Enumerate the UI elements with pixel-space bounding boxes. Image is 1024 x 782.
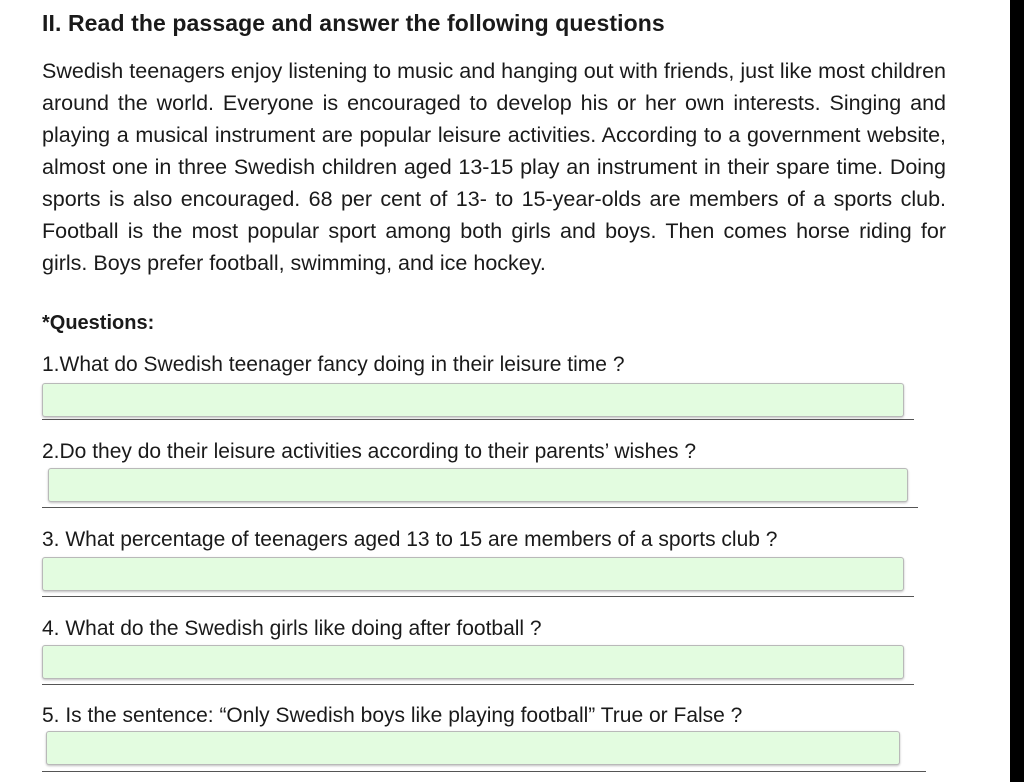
answer-line-5	[42, 771, 926, 772]
answer-line-4	[42, 684, 914, 685]
answer-line-1	[42, 419, 914, 420]
questions-label: *Questions:	[42, 312, 155, 334]
answer-field-4[interactable]	[42, 645, 904, 679]
section-heading: II. Read the passage and answer the following questions	[42, 10, 665, 36]
answer-field-3[interactable]	[42, 557, 904, 591]
question-3: 3. What percentage of teenagers aged 13 to 15 are members of a sports club ?	[42, 528, 778, 551]
reading-passage: Swedish teenagers enjoy listening to music and hanging out with friends, just like most children around the world. Everyone is encouraged to develop his or her own interests. Singing and playing a musical instrument are popular leisure activities. According to a government website, almost one in three Swedish children aged 13-15 play an instrument in their spare time. Doing sports is also encouraged. 68 per cent of 13- to 15-year-olds are members of a sports club. Football is the most popular sport among both girls and boys. Then comes horse riding for girls. Boys prefer football, swimming, and ice hockey.	[42, 59, 946, 275]
question-5: 5. Is the sentence: “Only Swedish boys like playing football” True or False ?	[42, 704, 743, 727]
answer-field-5[interactable]	[46, 731, 900, 765]
question-1: 1.What do Swedish teenager fancy doing in their leisure time ?	[42, 353, 625, 376]
answer-line-3	[42, 596, 914, 597]
question-4: 4. What do the Swedish girls like doing after football ?	[42, 617, 542, 640]
answer-field-1[interactable]	[42, 383, 904, 417]
answer-line-2	[42, 507, 918, 508]
question-2: 2.Do they do their leisure activities according to their parents’ wishes ?	[42, 440, 697, 463]
answer-field-2[interactable]	[48, 468, 908, 502]
